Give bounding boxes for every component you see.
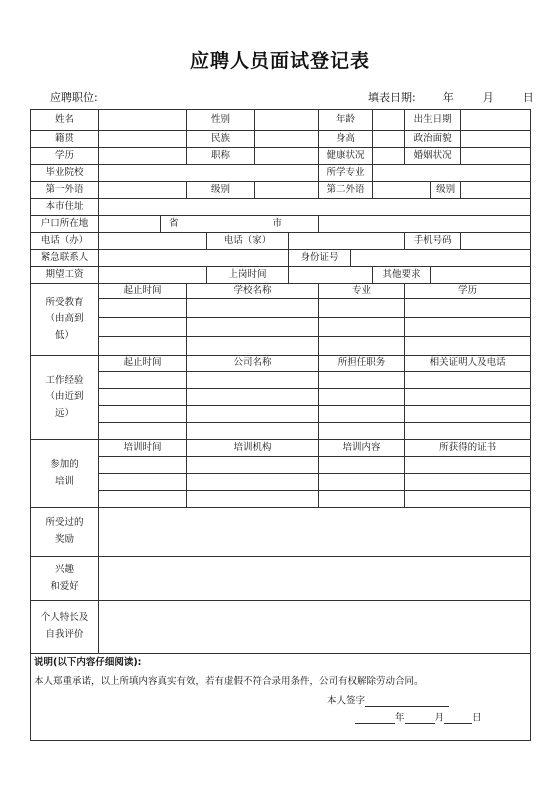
train-cell[interactable] bbox=[319, 474, 405, 491]
work-cell[interactable] bbox=[405, 372, 531, 389]
work-cell[interactable] bbox=[187, 389, 319, 406]
major-label: 所学专业 bbox=[319, 165, 373, 182]
address-label: 本市住址 bbox=[31, 199, 99, 216]
work-header-role: 所担任职务 bbox=[319, 356, 405, 372]
job-title-field[interactable] bbox=[255, 148, 319, 165]
health-field[interactable] bbox=[373, 148, 405, 165]
edu-cell[interactable] bbox=[187, 318, 319, 337]
name-field[interactable] bbox=[99, 110, 187, 131]
signature-month: 月 bbox=[434, 712, 445, 724]
work-header-reference: 相关证明人及电话 bbox=[405, 356, 531, 372]
signature-year: 年 bbox=[395, 712, 405, 724]
signature-label: 本人签字 bbox=[327, 695, 366, 707]
native-field[interactable] bbox=[99, 131, 187, 148]
mobile-field[interactable] bbox=[461, 233, 531, 250]
train-header-period: 培训时间 bbox=[99, 440, 187, 457]
age-label: 年龄 bbox=[319, 110, 373, 131]
self-eval-field[interactable] bbox=[99, 601, 531, 654]
hukou-label: 户口所在地 bbox=[31, 216, 99, 233]
city-label: 市 bbox=[273, 216, 319, 233]
train-cell[interactable] bbox=[319, 491, 405, 508]
education-section-label: 所受教育 （由高到 低） bbox=[31, 284, 99, 356]
work-cell[interactable] bbox=[405, 423, 531, 440]
age-field[interactable] bbox=[373, 110, 405, 131]
work-cell[interactable] bbox=[319, 423, 405, 440]
hobbies-label: 兴趣 和爱好 bbox=[31, 557, 99, 601]
edu-cell[interactable] bbox=[405, 318, 531, 337]
fill-date-month: 月 bbox=[482, 91, 494, 104]
level1-field[interactable] bbox=[255, 182, 319, 199]
train-cell[interactable] bbox=[405, 474, 531, 491]
declaration-box bbox=[31, 654, 531, 741]
edu-cell[interactable] bbox=[405, 299, 531, 318]
edu-cell[interactable] bbox=[187, 299, 319, 318]
political-field[interactable] bbox=[461, 131, 531, 148]
fill-date-label: 填表日期: bbox=[368, 91, 416, 104]
salary-label: 期望工资 bbox=[31, 267, 99, 284]
phone-office-label: 电话（办） bbox=[31, 233, 99, 250]
job-title-label: 职称 bbox=[187, 148, 255, 165]
work-cell[interactable] bbox=[99, 389, 187, 406]
train-cell[interactable] bbox=[319, 457, 405, 474]
train-cell[interactable] bbox=[405, 491, 531, 508]
edu-header-period: 起止时间 bbox=[99, 284, 187, 299]
phone-home-label: 电话（家） bbox=[207, 233, 289, 250]
gender-label: 性别 bbox=[187, 110, 255, 131]
hukou-detail-field[interactable] bbox=[319, 216, 531, 233]
address-field[interactable] bbox=[99, 199, 531, 216]
marital-label: 婚姻状况 bbox=[405, 148, 461, 165]
work-cell[interactable] bbox=[319, 406, 405, 423]
work-cell[interactable] bbox=[319, 372, 405, 389]
work-section-label: 工作经验 （由近到 远） bbox=[31, 356, 99, 440]
train-cell[interactable] bbox=[187, 474, 319, 491]
level2-field[interactable] bbox=[461, 182, 531, 199]
id-no-label: 身份证号 bbox=[289, 250, 351, 267]
train-cell[interactable] bbox=[187, 457, 319, 474]
ethnic-field[interactable] bbox=[255, 131, 319, 148]
gender-field[interactable] bbox=[255, 110, 319, 131]
work-cell[interactable] bbox=[187, 423, 319, 440]
phone-office-field[interactable] bbox=[99, 233, 207, 250]
train-cell[interactable] bbox=[99, 474, 187, 491]
train-cell[interactable] bbox=[99, 491, 187, 508]
work-cell[interactable] bbox=[319, 389, 405, 406]
fill-date-day: 日 bbox=[522, 91, 534, 104]
declaration-text: 本人郑重承诺，以上所填内容真实有效，若有虚假不符合录用条件，公司有权解除劳动合同。 bbox=[34, 676, 424, 687]
edu-cell[interactable] bbox=[99, 337, 187, 356]
edu-cell[interactable] bbox=[319, 337, 405, 356]
lang2-label: 第二外语 bbox=[319, 182, 373, 199]
hukou-city-field[interactable] bbox=[187, 216, 273, 233]
lang1-label: 第一外语 bbox=[31, 182, 99, 199]
political-label: 政治面貌 bbox=[405, 131, 461, 148]
birth-label: 出生日期 bbox=[405, 110, 461, 131]
train-cell[interactable] bbox=[187, 491, 319, 508]
other-field[interactable] bbox=[431, 267, 531, 284]
other-label: 其他要求 bbox=[373, 267, 431, 284]
work-cell[interactable] bbox=[187, 372, 319, 389]
work-cell[interactable] bbox=[405, 406, 531, 423]
school-label: 毕业院校 bbox=[31, 165, 99, 182]
hobbies-field[interactable] bbox=[99, 557, 531, 601]
education-field[interactable] bbox=[99, 148, 187, 165]
health-label: 健康状况 bbox=[319, 148, 373, 165]
edu-header-school: 学校名称 bbox=[187, 284, 319, 299]
work-cell[interactable] bbox=[405, 389, 531, 406]
signature-line[interactable] bbox=[327, 696, 449, 707]
start-label: 上岗时间 bbox=[207, 267, 289, 284]
train-cell[interactable] bbox=[405, 457, 531, 474]
lang2-field[interactable] bbox=[373, 182, 431, 199]
id-no-field[interactable] bbox=[351, 250, 531, 267]
lang1-field[interactable] bbox=[99, 182, 187, 199]
fill-date-year: 年 bbox=[442, 91, 454, 104]
edu-cell[interactable] bbox=[187, 337, 319, 356]
edu-header-major: 专业 bbox=[319, 284, 405, 299]
level2-label: 级别 bbox=[431, 182, 461, 199]
edu-cell[interactable] bbox=[99, 318, 187, 337]
work-cell[interactable] bbox=[99, 372, 187, 389]
start-field[interactable] bbox=[289, 267, 373, 284]
train-header-certificate: 所获得的证书 bbox=[405, 440, 531, 457]
native-label: 籍贯 bbox=[31, 131, 99, 148]
training-section-label: 参加的 培训 bbox=[31, 440, 99, 508]
awards-label: 所受过的 奖励 bbox=[31, 508, 99, 557]
emergency-label: 紧急联系人 bbox=[31, 250, 99, 267]
ethnic-label: 民族 bbox=[187, 131, 255, 148]
province-label: 省 bbox=[161, 216, 187, 233]
salary-field[interactable] bbox=[99, 267, 207, 284]
birth-field[interactable] bbox=[461, 110, 531, 131]
declaration-title: 说明(以下内容仔细阅读): bbox=[34, 657, 142, 668]
train-cell[interactable] bbox=[99, 457, 187, 474]
train-header-content: 培训内容 bbox=[319, 440, 405, 457]
work-header-company: 公司名称 bbox=[187, 356, 319, 372]
edu-header-degree: 学历 bbox=[405, 284, 531, 299]
signature-day: 日 bbox=[472, 712, 482, 724]
work-cell[interactable] bbox=[99, 423, 187, 440]
train-header-org: 培训机构 bbox=[187, 440, 319, 457]
signature-date[interactable] bbox=[355, 713, 482, 724]
name-label: 姓名 bbox=[31, 110, 99, 131]
work-header-period: 起止时间 bbox=[99, 356, 187, 372]
self-eval-label: 个人特长及 自我评价 bbox=[31, 601, 99, 654]
emergency-field[interactable] bbox=[99, 250, 289, 267]
height-field[interactable] bbox=[373, 131, 405, 148]
marital-field[interactable] bbox=[461, 148, 531, 165]
position-label: 应聘职位: bbox=[50, 91, 98, 104]
fill-date bbox=[368, 89, 534, 105]
mobile-label: 手机号码 bbox=[405, 233, 461, 250]
major-field[interactable] bbox=[373, 165, 531, 182]
level1-label: 级别 bbox=[187, 182, 255, 199]
edu-cell[interactable] bbox=[319, 318, 405, 337]
phone-home-field[interactable] bbox=[289, 233, 405, 250]
awards-field[interactable] bbox=[99, 508, 531, 557]
edu-cell[interactable] bbox=[319, 299, 405, 318]
education-label: 学历 bbox=[31, 148, 99, 165]
form-title: 应聘人员面试登记表 bbox=[189, 50, 370, 72]
work-cell[interactable] bbox=[187, 406, 319, 423]
edu-cell[interactable] bbox=[99, 299, 187, 318]
school-field[interactable] bbox=[99, 165, 319, 182]
height-label: 身高 bbox=[319, 131, 373, 148]
edu-cell[interactable] bbox=[405, 337, 531, 356]
work-cell[interactable] bbox=[99, 406, 187, 423]
hukou-province-field[interactable] bbox=[99, 216, 161, 233]
registration-table bbox=[30, 109, 531, 741]
